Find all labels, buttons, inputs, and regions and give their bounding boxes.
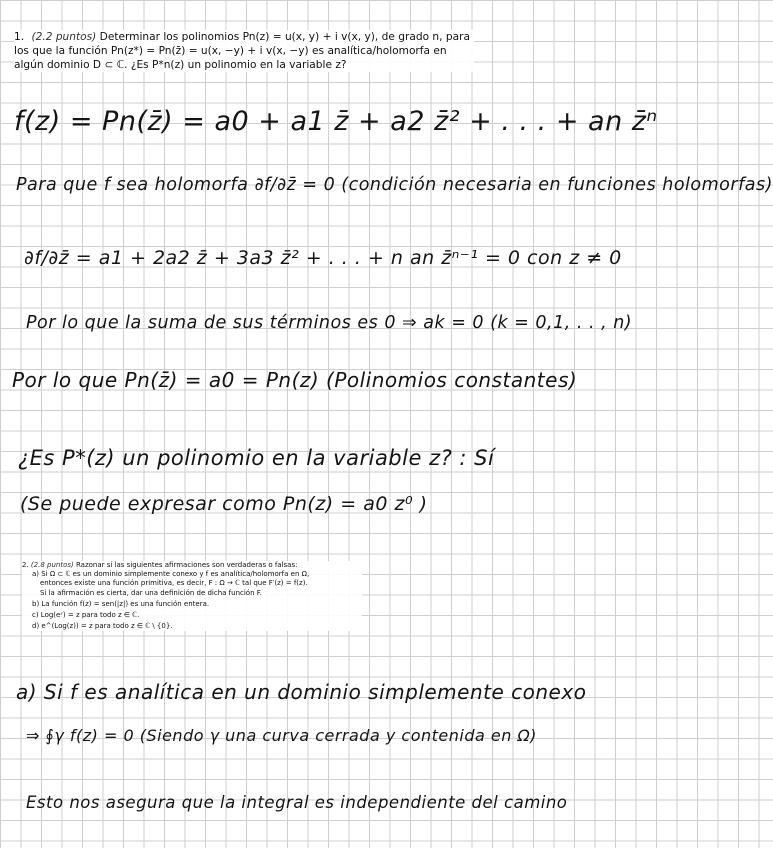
problem-1-text-3: algún dominio D ⊂ ℂ. ¿Es P*n(z) un polinomio en la variable z? (14, 59, 347, 71)
item-b: b) La función f(z) = sen(|z|) es una función entera. (32, 599, 210, 608)
handwritten-line-2: Para que f sea holomorfa ∂f/∂z̄ = 0 (condición necesaria en funciones holomorfas) (16, 175, 773, 195)
problem-2-intro: Razonar si las siguientes afirmaciones son verdaderas o falsas: (75, 561, 298, 569)
problem-1-text-2: los que la función Pn(z*) = Pn(z̄) = u(x, −y) + i v(x, −y) es analítica/holomorfa en (14, 45, 447, 57)
handwritten-line-10: Esto nos asegura que la integral es independiente del camino (26, 793, 568, 812)
item-c: c) Log(eᶻ) = z para todo z ∈ ℂ. (32, 611, 140, 620)
problem-2-statement (22, 561, 362, 631)
handwritten-line-5: Por lo que Pn(z̄) = a0 = Pn(z) (Polinomios constantes) (12, 368, 578, 392)
problem-1-number: 1. (14, 31, 25, 43)
problem-1-points: (2.2 puntos) (31, 31, 97, 43)
problem-1-line-1 (14, 30, 474, 44)
handwritten-line-8: a) Si f es analítica en un dominio simplemente conexo (16, 680, 587, 704)
handwritten-line-1: f(z) = Pn(z̄) = a0 + a1 z̄ + a2 z̄² + . . . + an z̄ⁿ (14, 106, 658, 137)
handwritten-line-3: ∂f/∂z̄ = a1 + 2a2 z̄ + 3a3 z̄² + . . . + n an z̄ⁿ⁻¹ = 0 con z ≠ 0 (24, 247, 622, 269)
problem-2-heading (22, 561, 362, 570)
problem-2-points: (2.8 puntos) (30, 561, 74, 569)
item-d: d) e^(Log(z)) = z para todo z ∈ ℂ \ {0}. (32, 622, 173, 631)
item-a-line-1: a) Si Ω ⊂ ℂ es un dominio simplemente conexo y f es analítica/holomorfa en Ω, (32, 570, 310, 579)
problem-1-text-1: Determinar los polinomios Pn(z) = u(x, y) + i v(x, y), de grado n, para (99, 31, 470, 43)
problem-2-number: 2. (22, 561, 29, 569)
item-a-line-3: Si la afirmación es cierta, dar una definición de dicha función F. (40, 588, 262, 597)
handwritten-line-4: Por lo que la suma de sus términos es 0 ⇒ ak = 0 (k = 0,1, . . , n) (26, 313, 633, 333)
handwritten-line-9: ⇒ ∮γ f(z) = 0 (Siendo γ una curva cerrada y contenida en Ω) (26, 726, 537, 745)
item-a-line-2: entonces existe una función primitiva, es decir, F : Ω → ℂ tal que F′(z) = f(z). (40, 579, 308, 588)
handwritten-line-6: ¿Es P*(z) un polinomio en la variable z? : Sí (18, 446, 495, 470)
handwritten-line-7: (Se puede expresar como Pn(z) = a0 z⁰ ) (20, 493, 428, 515)
problem-1-statement (14, 30, 474, 72)
